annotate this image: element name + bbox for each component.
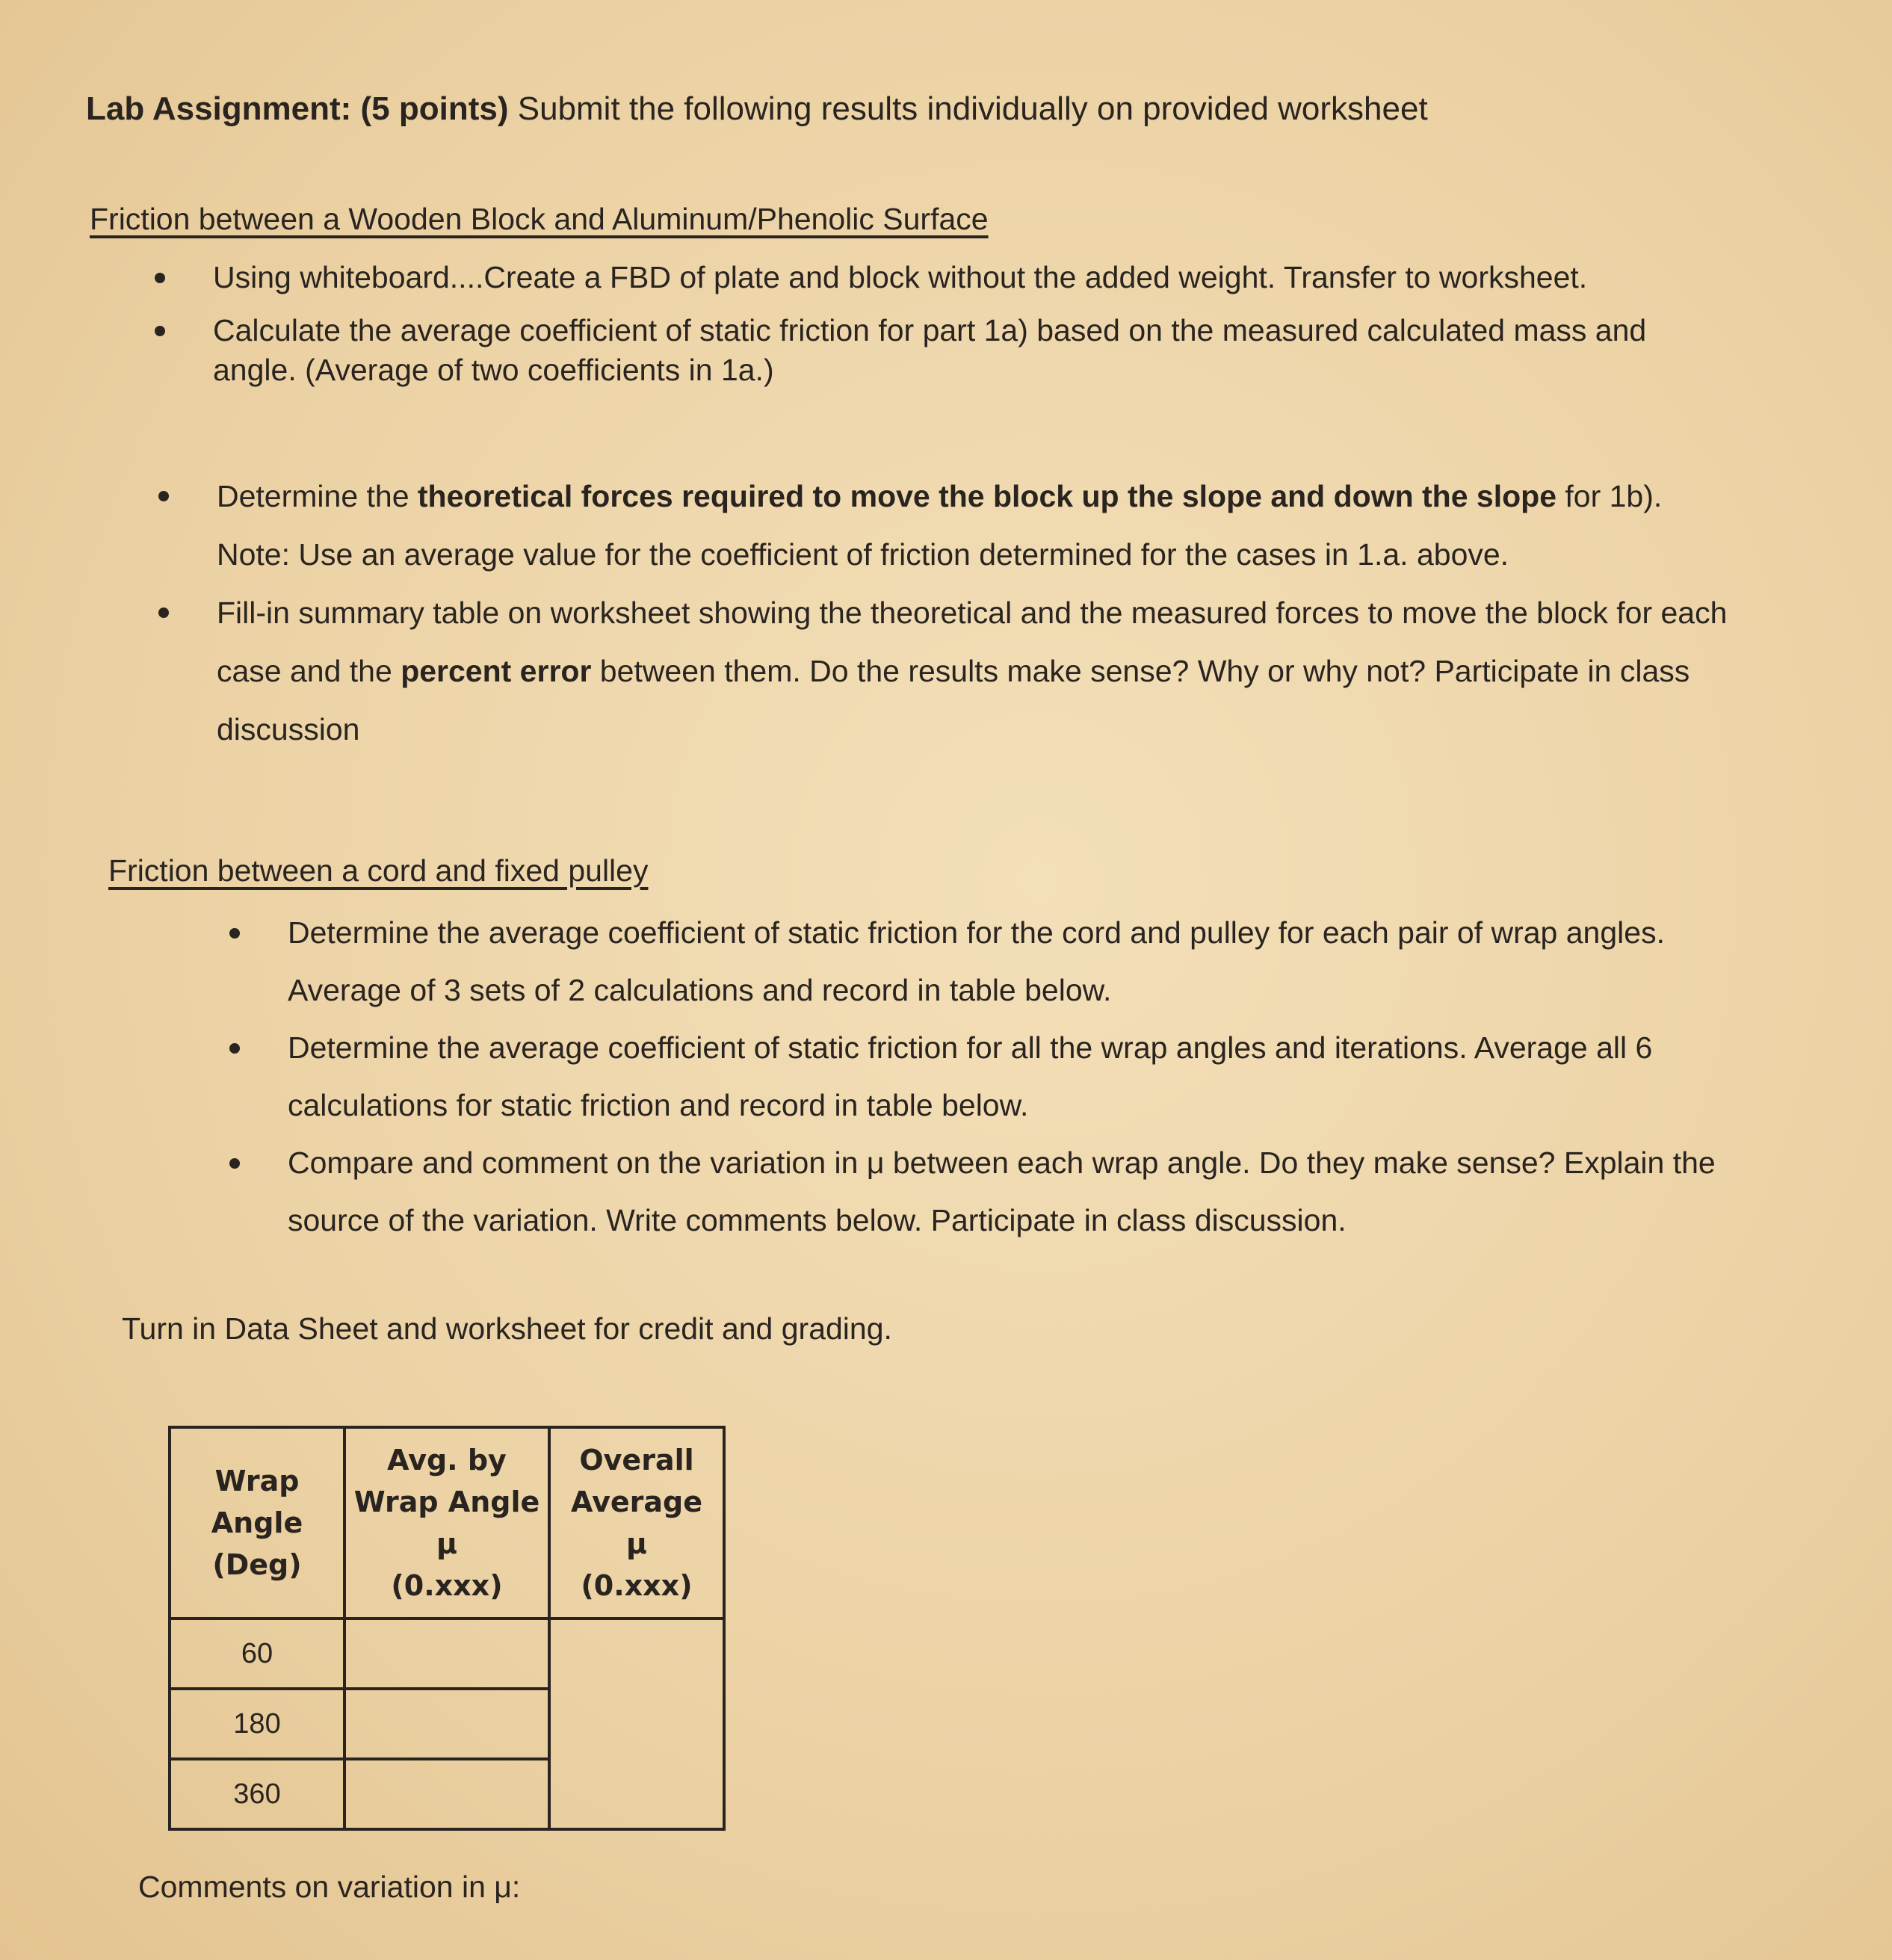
heading-rest: Submit the following results individually on provided worksheet (508, 90, 1428, 127)
section2-title: Friction between a cord and fixed pulley (108, 853, 649, 888)
table-header-row (170, 1427, 724, 1619)
header-line: μ (626, 1527, 647, 1560)
bullet-text: Fill-in summary table on worksheet showing the theoretical and the measured forces to move the block for each case and the (217, 596, 1728, 688)
bullet-text: Determine the (217, 479, 418, 513)
header-line: Wrap (214, 1465, 300, 1497)
section1-bullets (213, 258, 1707, 404)
bullet-bold-text: percent error (401, 654, 592, 688)
bullet-text: between them. Do the results make sense? Why or why not? Participate in class discussion (217, 654, 1690, 746)
avg-cell[interactable] (344, 1689, 549, 1759)
header-line: (0.xxx) (391, 1569, 503, 1602)
header-line: Avg. by (387, 1444, 507, 1477)
comments-label: Comments on variation in μ: (138, 1870, 521, 1904)
header-overall-average (549, 1427, 724, 1619)
section1-bullet-2: Calculate the average coefficient of static friction for part 1a) based on the measured calculated mass and angle. (Average of two coefficients in 1a.) (213, 311, 1707, 390)
section1-bullet-3 (217, 467, 1734, 584)
header-avg-by-wrap-angle (344, 1427, 549, 1619)
section2-bullet-1: Determine the average coefficient of static friction for the cord and pulley for each pair of wrap angles. Average of 3 sets of 2 calculations and record in table below. (288, 904, 1737, 1019)
avg-cell[interactable] (344, 1759, 549, 1829)
angle-cell: 180 (170, 1689, 344, 1759)
overall-average-cell[interactable] (549, 1619, 724, 1829)
section2-bullet-3: Compare and comment on the variation in μ between each wrap angle. Do they make sense? Explain the source of the variation. Write comments below. Participate in class discussion. (288, 1134, 1737, 1249)
section1-bullet-1: Using whiteboard....Create a FBD of plate and block without the added weight. Transfer to worksheet. (213, 258, 1707, 297)
header-line: (Deg) (212, 1548, 302, 1581)
section1-bullets-2 (217, 467, 1734, 758)
results-table (168, 1426, 726, 1831)
angle-cell: 60 (170, 1619, 344, 1689)
turn-in-note: Turn in Data Sheet and worksheet for credit and grading. (122, 1311, 892, 1346)
header-line: Overall (579, 1444, 694, 1477)
section2-bullets (288, 904, 1737, 1249)
header-line: Average (571, 1486, 702, 1518)
assignment-heading (86, 88, 1428, 130)
header-line: μ (436, 1527, 457, 1560)
header-wrap-angle (170, 1427, 344, 1619)
avg-cell[interactable] (344, 1619, 549, 1689)
section2-bullet-2: Determine the average coefficient of static friction for all the wrap angles and iterations. Average all 6 calculations for static friction and record in table below. (288, 1019, 1737, 1134)
section1-title: Friction between a Wooden Block and Aluminum/Phenolic Surface (90, 202, 989, 236)
header-line: Wrap Angle (353, 1486, 540, 1518)
bullet-text: for 1b). Note: Use an average value for the coefficient of friction determined for the cases in 1.a. above. (217, 479, 1663, 572)
angle-cell: 360 (170, 1759, 344, 1829)
table-row (170, 1619, 724, 1689)
bullet-bold-text: theoretical forces required to move the block up the slope and down the slope (417, 479, 1556, 513)
header-line: (0.xxx) (581, 1569, 693, 1602)
section1-bullet-4 (217, 584, 1734, 758)
header-line: Angle (211, 1506, 303, 1539)
heading-bold: Lab Assignment: (5 points) (86, 90, 509, 127)
